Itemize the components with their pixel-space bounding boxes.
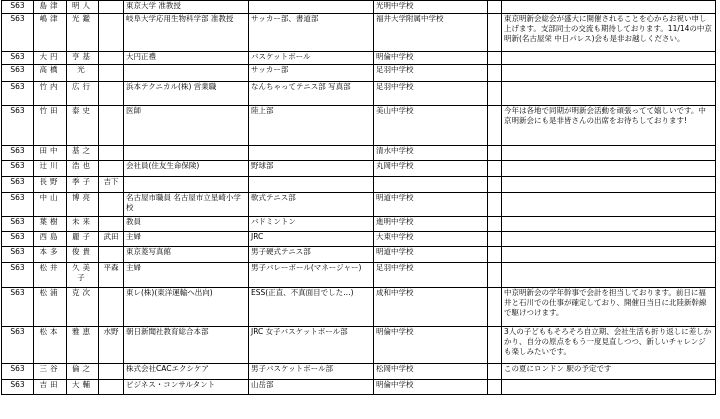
- graduation-year-cell: S63: [2, 82, 34, 106]
- graduation-year-cell: S63: [2, 288, 34, 327]
- graduation-year-cell: S63: [2, 232, 34, 247]
- club-cell: JRC: [249, 232, 374, 247]
- table-row: [2, 14, 716, 52]
- first-name-cell: 倫之: [67, 364, 99, 380]
- spacer-cell: [488, 193, 502, 217]
- spacer-cell: [488, 263, 502, 288]
- last-name-cell: 中山: [34, 193, 67, 217]
- first-name-cell: 亨基: [67, 52, 99, 65]
- last-name-cell: 辻川: [34, 161, 67, 177]
- former-name-cell: [99, 52, 124, 65]
- spacer-cell: [488, 232, 502, 247]
- message-cell: [502, 1, 716, 14]
- former-name-cell: [99, 288, 124, 327]
- spacer-cell: [488, 364, 502, 380]
- first-name-cell: 未来: [67, 217, 99, 232]
- former-name-cell: [99, 364, 124, 380]
- spacer-cell: [488, 65, 502, 82]
- spacer-cell: [488, 380, 502, 395]
- message-cell: [502, 146, 716, 161]
- message-cell: [502, 65, 716, 82]
- club-cell: バスケットボール: [249, 52, 374, 65]
- spacer-cell: [488, 177, 502, 193]
- former-name-cell: [99, 380, 124, 395]
- former-name-cell: [99, 146, 124, 161]
- table-row: [2, 247, 716, 263]
- former-name-cell: [99, 82, 124, 106]
- former-name-cell: [99, 193, 124, 217]
- graduation-year-cell: S63: [2, 217, 34, 232]
- school-cell: 福井大学附属中学校: [374, 14, 488, 52]
- former-name-cell: [99, 217, 124, 232]
- last-name-cell: 島津: [34, 1, 67, 14]
- last-name-cell: 本多: [34, 247, 67, 263]
- occupation-cell: [124, 146, 249, 161]
- former-name-cell: 水野: [99, 327, 124, 364]
- occupation-cell: [124, 65, 249, 82]
- former-name-cell: 吉下: [99, 177, 124, 193]
- last-name-cell: 高橋: [34, 65, 67, 82]
- message-cell: [502, 82, 716, 106]
- message-cell: 今年は各地で同期が明新会活動を頑張ってて嬉しいです。中京明新会にも是非皆さんの出席をお待ちしております!: [502, 106, 716, 146]
- club-cell: 男子硬式テニス部: [249, 247, 374, 263]
- former-name-cell: [99, 14, 124, 52]
- graduation-year-cell: S63: [2, 364, 34, 380]
- club-cell: サッカー部、書道部: [249, 14, 374, 52]
- spacer-cell: [488, 247, 502, 263]
- former-name-cell: [99, 1, 124, 14]
- first-name-cell: 基之: [67, 146, 99, 161]
- table-row: [2, 263, 716, 288]
- occupation-cell: 主婦: [124, 263, 249, 288]
- club-cell: [249, 1, 374, 14]
- school-cell: 光明中学校: [374, 1, 488, 14]
- occupation-cell: 東京菱写真館: [124, 247, 249, 263]
- spacer-cell: [488, 82, 502, 106]
- occupation-cell: 岐阜大学応用生物科学部 准教授: [124, 14, 249, 52]
- club-cell: 陸上部: [249, 106, 374, 146]
- school-cell: 足羽中学校: [374, 82, 488, 106]
- former-name-cell: 武田: [99, 232, 124, 247]
- club-cell: バドミントン: [249, 217, 374, 232]
- club-cell: [249, 146, 374, 161]
- occupation-cell: ビジネス・コンサルタント: [124, 380, 249, 395]
- table-row: [2, 1, 716, 14]
- message-cell: [502, 217, 716, 232]
- message-cell: [502, 380, 716, 395]
- first-name-cell: 俊貴: [67, 247, 99, 263]
- message-cell: [502, 232, 716, 247]
- message-cell: 3人の子どももそろそろ自立期、会社生活も折り返しに差しかかり、自分の原点をもう一度見直しつつ、新しいチャレンジも楽しみたいです。: [502, 327, 716, 364]
- club-cell: サッカー部: [249, 65, 374, 82]
- table-row: [2, 288, 716, 327]
- occupation-cell: 東レ(株)(東洋運輸へ出向): [124, 288, 249, 327]
- table-body: [2, 1, 716, 395]
- table-row: [2, 82, 716, 106]
- first-name-cell: 克次: [67, 288, 99, 327]
- first-name-cell: 季子: [67, 177, 99, 193]
- occupation-cell: 医師: [124, 106, 249, 146]
- occupation-cell: 会社員(住友生命保険): [124, 161, 249, 177]
- last-name-cell: 松浦: [34, 288, 67, 327]
- club-cell: 山岳部: [249, 380, 374, 395]
- table-row: [2, 146, 716, 161]
- spacer-cell: [488, 288, 502, 327]
- occupation-cell: 朝日新聞社教育総合本部: [124, 327, 249, 364]
- graduation-year-cell: S63: [2, 52, 34, 65]
- table-row: [2, 327, 716, 364]
- table-row: [2, 65, 716, 82]
- former-name-cell: [99, 106, 124, 146]
- spacer-cell: [488, 52, 502, 65]
- graduation-year-cell: S63: [2, 193, 34, 217]
- graduation-year-cell: S63: [2, 14, 34, 52]
- last-name-cell: 吉田: [34, 380, 67, 395]
- club-cell: なんちゃってテニス部 写真部: [249, 82, 374, 106]
- first-name-cell: 広行: [67, 82, 99, 106]
- last-name-cell: 田中: [34, 146, 67, 161]
- message-cell: [502, 247, 716, 263]
- occupation-cell: 主婦: [124, 232, 249, 247]
- message-cell: 東京明新会総会が盛大に開催されることを心からお祝い申し上げます。支部同士の交流も期待しております。11/14の中京明新(名古屋栄 中日パレス)会も是非お越しください。: [502, 14, 716, 52]
- club-cell: 男子バレーボール(マネージャー): [249, 263, 374, 288]
- former-name-cell: [99, 65, 124, 82]
- table-row: [2, 177, 716, 193]
- table-row: [2, 106, 716, 146]
- club-cell: ESS(正直、不真面目でした…): [249, 288, 374, 327]
- club-cell: [249, 177, 374, 193]
- message-cell: 中京明新会の学年幹事で会計を担当しております。前日に福井と石川での仕事が確定しており、開催日当日に北陸新幹線で駆けつけます。: [502, 288, 716, 327]
- first-name-cell: 久美子: [67, 263, 99, 288]
- graduation-year-cell: S63: [2, 177, 34, 193]
- table-row: [2, 217, 716, 232]
- table-row: [2, 380, 716, 395]
- last-name-cell: 竹田: [34, 106, 67, 146]
- graduation-year-cell: S63: [2, 380, 34, 395]
- school-cell: [374, 177, 488, 193]
- first-name-cell: 大輔: [67, 380, 99, 395]
- spacer-cell: [488, 146, 502, 161]
- school-cell: 明倫中学校: [374, 380, 488, 395]
- club-cell: JRC 女子バスケットボール部: [249, 327, 374, 364]
- table-row: [2, 232, 716, 247]
- message-cell: [502, 177, 716, 193]
- first-name-cell: 光鑑: [67, 14, 99, 52]
- spacer-cell: [488, 1, 502, 14]
- first-name-cell: 泰史: [67, 106, 99, 146]
- school-cell: 足羽中学校: [374, 263, 488, 288]
- first-name-cell: 浩也: [67, 161, 99, 177]
- former-name-cell: [99, 161, 124, 177]
- first-name-cell: 明人: [67, 1, 99, 14]
- first-name-cell: 博亮: [67, 193, 99, 217]
- school-cell: 足羽中学校: [374, 65, 488, 82]
- table-row: [2, 161, 716, 177]
- school-cell: 丸岡中学校: [374, 161, 488, 177]
- last-name-cell: 葉樹: [34, 217, 67, 232]
- table-row: [2, 193, 716, 217]
- club-cell: 野球部: [249, 161, 374, 177]
- message-cell: [502, 263, 716, 288]
- spacer-cell: [488, 161, 502, 177]
- graduation-year-cell: S63: [2, 146, 34, 161]
- former-name-cell: 平森: [99, 263, 124, 288]
- last-name-cell: 嶋津: [34, 14, 67, 52]
- former-name-cell: [99, 247, 124, 263]
- table-row: [2, 364, 716, 380]
- message-cell: この夏にロンドン 駅の予定です: [502, 364, 716, 380]
- last-name-cell: 松本: [34, 327, 67, 364]
- graduation-year-cell: S63: [2, 247, 34, 263]
- school-cell: 明倫中学校: [374, 52, 488, 65]
- club-cell: 男子バスケットボール部: [249, 364, 374, 380]
- first-name-cell: 麗子: [67, 232, 99, 247]
- alumni-table: [1, 0, 716, 395]
- occupation-cell: 大円正禮: [124, 52, 249, 65]
- last-name-cell: 大円: [34, 52, 67, 65]
- graduation-year-cell: S63: [2, 263, 34, 288]
- occupation-cell: [124, 177, 249, 193]
- graduation-year-cell: S63: [2, 65, 34, 82]
- message-cell: [502, 52, 716, 65]
- school-cell: 明道中学校: [374, 193, 488, 217]
- graduation-year-cell: S63: [2, 106, 34, 146]
- school-cell: 美山中学校: [374, 106, 488, 146]
- table-row: [2, 52, 716, 65]
- graduation-year-cell: S63: [2, 327, 34, 364]
- spacer-cell: [488, 327, 502, 364]
- occupation-cell: 株式会社CACエクシケア: [124, 364, 249, 380]
- occupation-cell: 名古屋市職員 名古屋市立星崎小学校: [124, 193, 249, 217]
- last-name-cell: 西島: [34, 232, 67, 247]
- last-name-cell: 長野: [34, 177, 67, 193]
- occupation-cell: 浜本テクニカル(株) 営業職: [124, 82, 249, 106]
- occupation-cell: 東京大学 准教授: [124, 1, 249, 14]
- school-cell: 成和中学校: [374, 288, 488, 327]
- occupation-cell: 教員: [124, 217, 249, 232]
- graduation-year-cell: S63: [2, 1, 34, 14]
- message-cell: [502, 161, 716, 177]
- first-name-cell: 雅恵: [67, 327, 99, 364]
- school-cell: 松岡中学校: [374, 364, 488, 380]
- school-cell: 明倫中学校: [374, 327, 488, 364]
- graduation-year-cell: S63: [2, 161, 34, 177]
- club-cell: 軟式テニス部: [249, 193, 374, 217]
- school-cell: 大東中学校: [374, 232, 488, 247]
- message-cell: [502, 193, 716, 217]
- last-name-cell: 松井: [34, 263, 67, 288]
- school-cell: 清水中学校: [374, 146, 488, 161]
- spacer-cell: [488, 106, 502, 146]
- school-cell: 明道中学校: [374, 247, 488, 263]
- last-name-cell: 竹内: [34, 82, 67, 106]
- first-name-cell: 光: [67, 65, 99, 82]
- school-cell: 進明中学校: [374, 217, 488, 232]
- last-name-cell: 三谷: [34, 364, 67, 380]
- spacer-cell: [488, 14, 502, 52]
- spacer-cell: [488, 217, 502, 232]
